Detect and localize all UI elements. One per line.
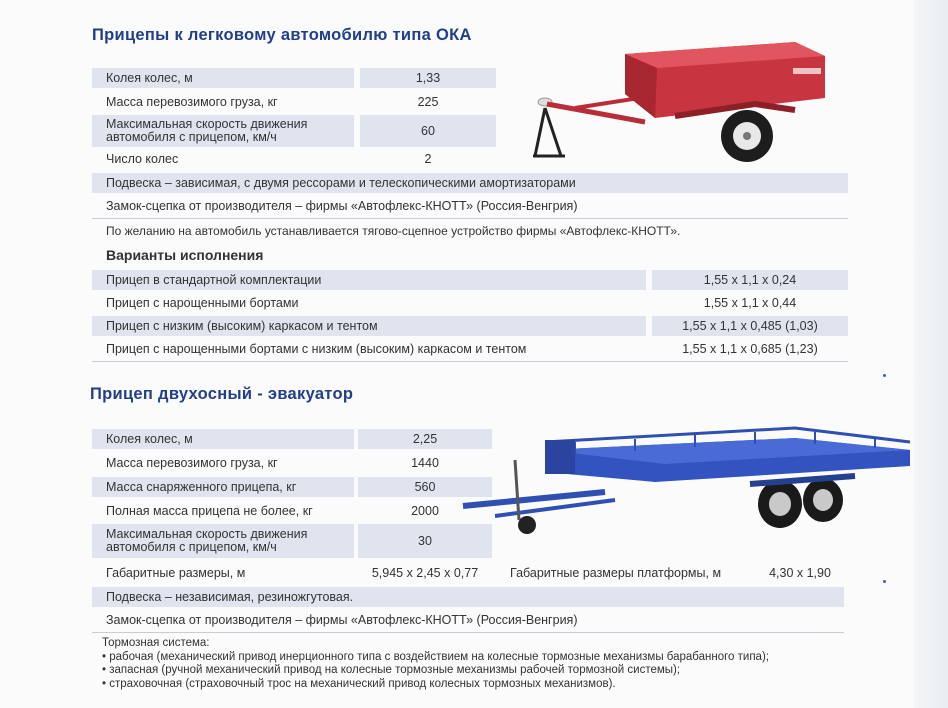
spec-value: 1440 — [411, 456, 439, 470]
margin-dot — [883, 374, 886, 377]
spec-value: 60 — [360, 115, 496, 147]
coupling-text: Замок-сцепка от производителя – фирмы «Автофлекс-КНОТТ» (Россия-Венгрия) — [106, 199, 578, 213]
variant-row — [92, 339, 848, 359]
spec-row — [92, 453, 492, 473]
page-edge — [914, 0, 948, 708]
margin-dot — [883, 580, 886, 583]
spec-label: Полная масса прицепа не более, кг — [106, 504, 313, 518]
spec-label: Число колес — [106, 152, 179, 166]
suspension-row — [92, 587, 844, 607]
brakes-block — [102, 637, 769, 691]
suspension-row — [92, 173, 848, 193]
spec-value: 2 — [424, 152, 432, 166]
variant-value: 1,55 x 1,1 x 0,44 — [703, 296, 797, 310]
spec-label-line: Максимальная скорость движения — [106, 117, 308, 131]
variant-row — [92, 316, 848, 336]
spec-label-line: автомобиля с прицепом, км/ч — [106, 130, 277, 144]
spec-label: Масса перевозимого груза, кг — [106, 95, 278, 109]
variant-label: Прицеп с нарощенными бортами с низким (высоким) каркасом и тентом — [106, 342, 527, 356]
spec-value: 2,25 — [358, 429, 492, 449]
divider — [92, 218, 848, 219]
spec-label — [92, 524, 354, 558]
spec-row — [92, 429, 492, 449]
oka-trailer-image — [525, 38, 835, 168]
spec-row — [92, 68, 496, 88]
spec-row — [92, 501, 492, 521]
variant-row — [92, 293, 848, 313]
suspension-text: Подвеска – зависимая, с двумя рессорами и телескопическими амортизаторами — [92, 173, 848, 193]
spec-row — [92, 149, 496, 169]
evacuator-trailer-image — [455, 420, 915, 540]
variant-label: Прицеп в стандартной комплектации — [92, 270, 646, 290]
brakes-item: • рабочая (механический привод инерционного типа с воздействием на колесные тормозные механизмы барабанного типа); — [102, 650, 769, 663]
variant-label: Прицеп с нарощенными бортами — [106, 296, 299, 310]
spec-value: 2000 — [411, 504, 439, 518]
divider — [92, 361, 848, 362]
spec-row — [92, 524, 492, 558]
variant-value: 1,55 x 1,1 x 0,485 (1,03) — [652, 316, 848, 336]
coupling-text: Замок-сцепка от производителя – фирмы «Автофлекс-КНОТТ» (Россия-Венгрия) — [106, 613, 578, 627]
spec-value: 30 — [358, 524, 492, 558]
spec-row — [92, 92, 496, 112]
spec-label: Колея колес, м — [92, 429, 354, 449]
brakes-item: • страховочная (страховочный трос на механический привод колесных тормозных механизмов). — [102, 677, 616, 690]
dims-row — [92, 563, 848, 583]
spec-row — [92, 115, 496, 147]
side-rail — [545, 428, 910, 442]
dims-value: 5,945 x 2,45 x 0,77 — [371, 566, 479, 580]
brakes-item: • запасная (ручной механический привод на колесные тормозные механизмы рабочей тормозной системы); — [102, 664, 681, 676]
variant-label: Прицеп с низким (высоким) каркасом и тентом — [92, 316, 646, 336]
coupling-row — [92, 610, 844, 630]
spec-label — [92, 115, 354, 147]
spec-value: 225 — [417, 95, 439, 109]
brakes-title: Тормозная система: — [102, 637, 210, 649]
suspension-text: Подвеска – независимая, резиножгутовая. — [92, 587, 844, 607]
spec-label: Масса перевозимого груза, кг — [106, 456, 278, 470]
dims-label: Габаритные размеры, м — [106, 566, 246, 580]
coupling-row — [92, 196, 848, 216]
platform-label: Габаритные размеры платформы, м — [510, 566, 722, 580]
variant-value: 1,55 x 1,1 x 0,685 (1,23) — [682, 342, 818, 356]
install-note: По желанию на автомобиль устанавливается тягово-сцепное устройство фирмы «Автофлекс-КНОТТ». — [106, 224, 681, 238]
variant-value: 1,55 x 1,1 x 0,24 — [652, 270, 848, 290]
jockey-wheel — [518, 516, 536, 534]
spec-label: Колея колес, м — [92, 68, 354, 88]
platform-value: 4,30 x 1,90 — [769, 566, 831, 580]
spec-label-line: автомобиля с прицепом, км/ч — [106, 540, 277, 554]
spec-label: Масса снаряженного прицепа, кг — [92, 477, 354, 497]
divider — [92, 632, 844, 633]
variant-row — [92, 270, 848, 290]
spec-value: 1,33 — [360, 68, 496, 88]
spec-value: 560 — [358, 477, 492, 497]
variants-title: Варианты исполнения — [106, 247, 264, 263]
section2-title: Прицеп двухосный - эвакуатор — [90, 385, 354, 403]
spec-label-line: Максимальная скорость движения — [106, 527, 308, 541]
spec-row — [92, 477, 492, 497]
section1-title: Прицепы к легковому автомобилю типа ОКА — [92, 26, 472, 44]
